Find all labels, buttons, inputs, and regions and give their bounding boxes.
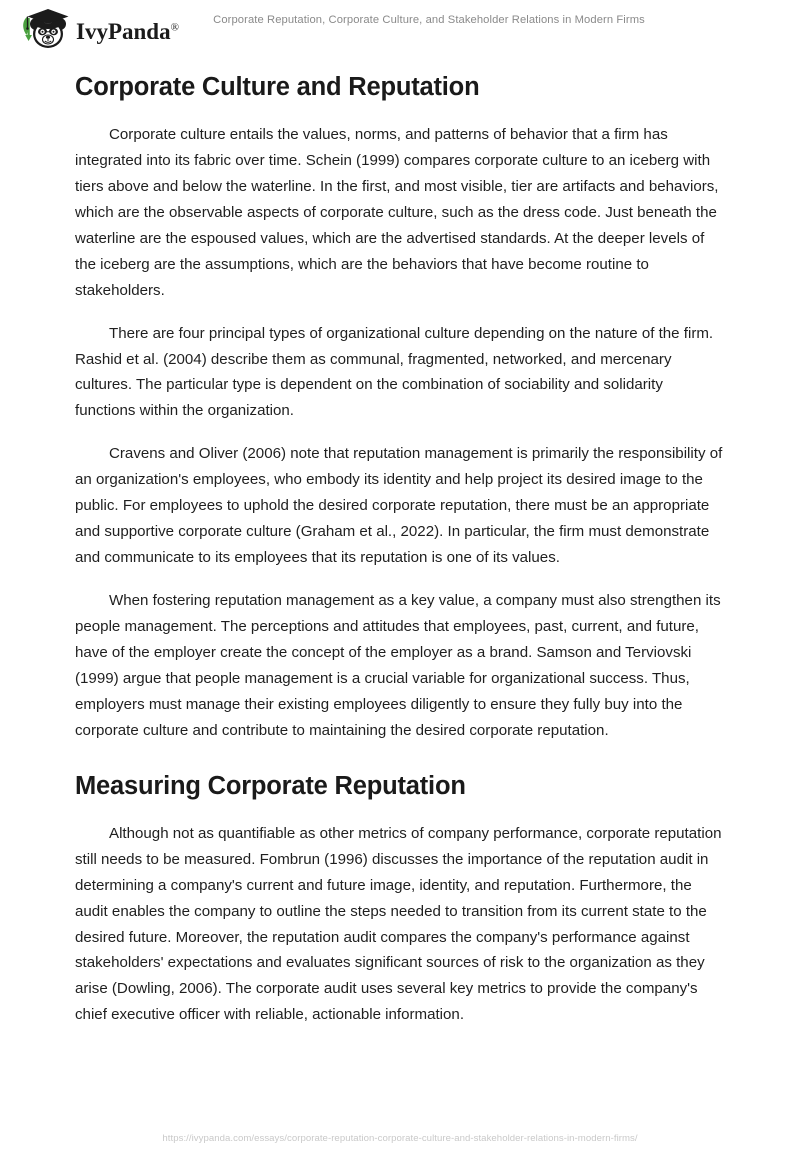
registered-mark: ®: [170, 20, 179, 33]
paragraph: Corporate culture entails the values, norms, and patterns of behavior that a firm has integrated into its fabric over time. Schein (1999) compares corporate culture to an iceberg with tiers above and below the waterline. In the first, and most visible, tier are artifacts and behaviors, which are the observable aspects of corporate culture, such as the dress code. Just beneath the waterline are the espoused values, which are the advertised standards. At the deeper levels of the iceberg are the assumptions, which are the behaviors that have become routine to stakeholders.: [75, 125, 719, 299]
footer-source-url[interactable]: https://ivypanda.com/essays/corporate-reputation-corporate-culture-and-stakeholder-relations-in-modern-firms/: [162, 1133, 638, 1144]
page-header: [0, 0, 800, 58]
paragraph: When fostering reputation management as a key value, a company must also strengthen its people management. The perceptions and attitudes that employees, past, current, and future, have of the employer create the concept of the employer as a brand. Samson and Terviovski (1999) argue that people management is a crucial variable for organizational success. Thus, employers must manage their existing employees diligently to ensure they fully buy into the corporate culture and contribute to maintaining the desired corporate reputation.: [75, 592, 721, 739]
document-running-title: Corporate Reputation, Corporate Culture, and Stakeholder Relations in Modern Firms: [213, 14, 645, 26]
brand-name-text: IvyPanda: [76, 18, 171, 44]
paragraph: Cravens and Oliver (2006) note that reputation management is primarily the responsibility of an organization's employees, who embody its identity and help project its desired image to the public. For employees to uphold the desired corporate reputation, there must be an appropriate and supportive corporate culture (Graham et al., 2022). In particular, the firm must demonstrate and communicate to its employees that its reputation is one of its values.: [75, 445, 723, 567]
paragraph: Although not as quantifiable as other metrics of company performance, corporate reputation still needs to be measured. Fombrun (1996) discusses the importance of the reputation audit in determining a company's current and future image, identity, and reputation. Furthermore, the audit enables the company to outline the steps needed to transition from its current state to the desired future. Moreover, the reputation audit compares the company's performance against stakeholders' expectations and evaluates significant sources of risk to the organization as they arise (Dowling, 2006). The corporate audit uses several key metrics to provide the company's chief executive officer with reliable, actionable information.: [75, 824, 722, 1024]
document-body: [75, 72, 723, 1028]
section-heading-measuring-corporate-reputation: Measuring Corporate Reputation: [75, 771, 466, 800]
panda-graduate-logo-icon: [18, 6, 70, 52]
paragraph: There are four principal types of organizational culture depending on the nature of the firm. Rashid et al. (2004) describe them as communal, fragmented, networked, and mercenary cultures. The particular type is dependent on the combination of sociability and solidarity functions within the organization.: [75, 324, 714, 420]
section-heading-corporate-culture-and-reputation: Corporate Culture and Reputation: [75, 73, 480, 101]
site-logo[interactable]: [18, 6, 179, 52]
